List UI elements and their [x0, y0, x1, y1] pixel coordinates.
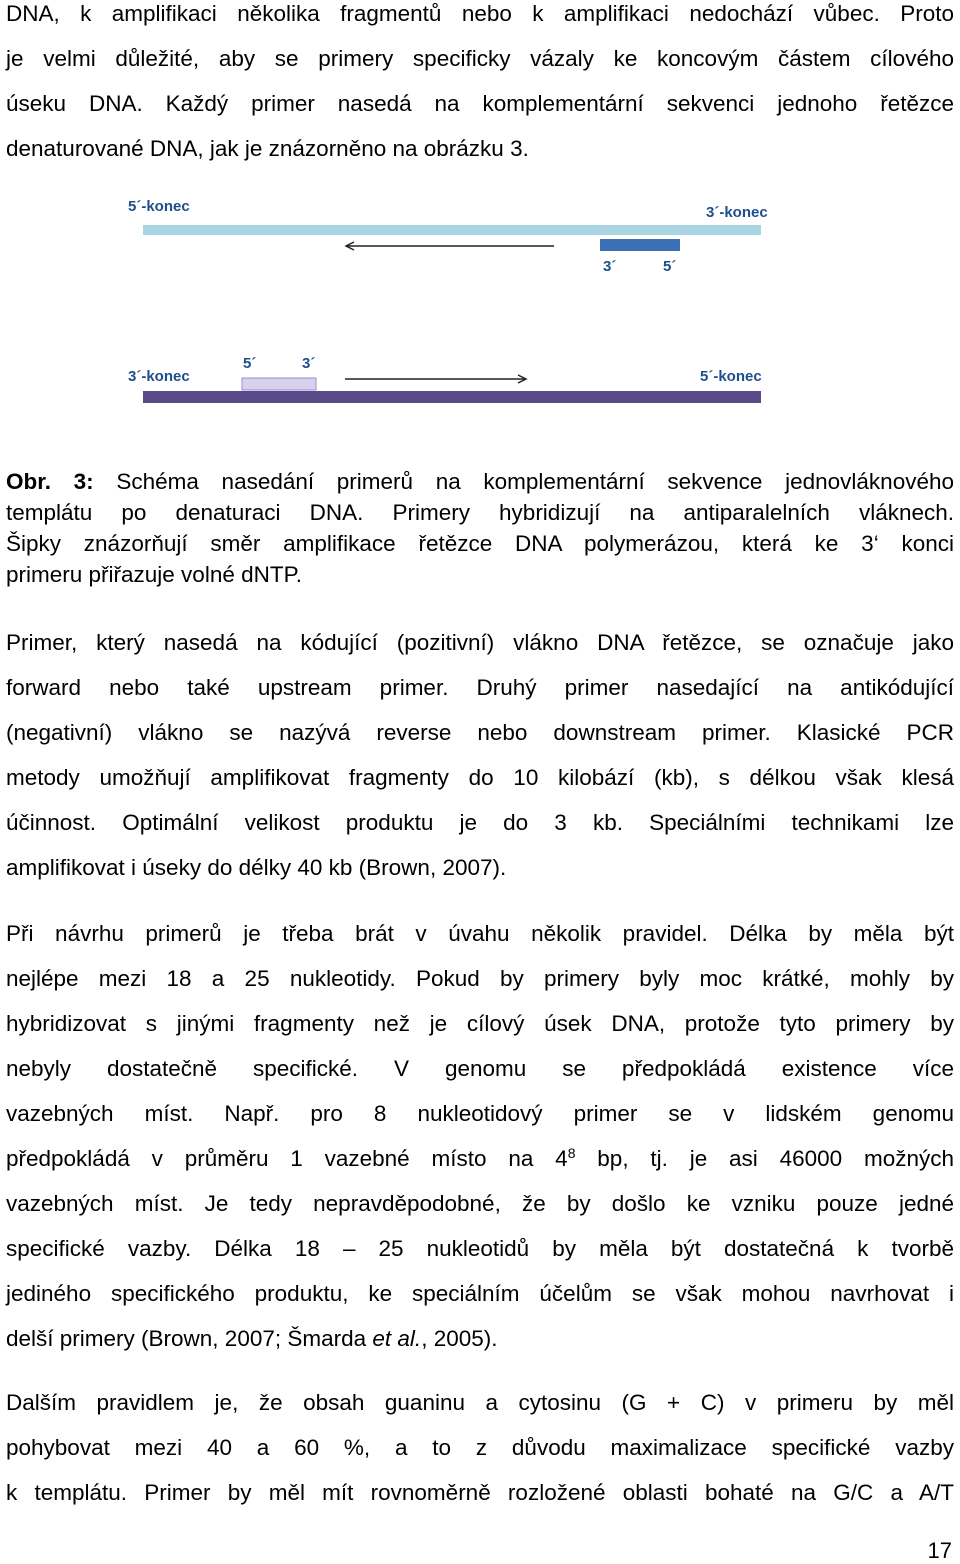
text-line: je velmi důležité, aby se primery specificky vázaly ke koncovým částem cílového [6, 46, 954, 71]
text-segment: bp, tj. je asi 46000 možných [575, 1146, 954, 1171]
caption-text: Schéma nasedání primerů na komplementární sekvence jednovláknového [93, 469, 954, 494]
text-line: jediného specifického produktu, ke speciálním účelům se však mohou navrhovat i [6, 1281, 954, 1306]
text-line: amplifikovat i úseky do délky 40 kb (Brown, 2007). [6, 855, 507, 880]
text-segment: , 2005). [421, 1326, 498, 1351]
text-line: k templátu. Primer by měl mít rovnoměrně rozložené oblasti bohaté na G/C a A/T [6, 1480, 954, 1505]
text-line: metody umožňují amplifikovat fragmenty do 10 kilobází (kb), s délkou však klesá [6, 765, 954, 790]
page-number: 17 [927, 1538, 952, 1563]
text-segment: předpokládá v průměru 1 vazebné místo na 4 [6, 1146, 568, 1171]
text-line: vazebných míst. Je tedy nepravděpodobné, že by došlo ke vzniku pouze jedné [6, 1191, 954, 1216]
figure-caption [6, 468, 954, 592]
text-line: nebyly dostatečně specifické. V genomu se předpokládá existence více [6, 1056, 954, 1081]
top-primer [600, 239, 680, 251]
text-line: forward nebo také upstream primer. Druhý primer nasedající na antikódující [6, 675, 954, 700]
text-line: Dalším pravidlem je, že obsah guaninu a cytosinu (G + C) v primeru by měl [6, 1390, 954, 1415]
exponent: 8 [567, 1145, 576, 1161]
text-line: DNA, k amplifikaci několika fragmentů nebo k amplifikaci nedochází vůbec. Proto [6, 1, 954, 26]
text-line: (negativní) vlákno se nazývá reverse nebo downstream primer. Klasické PCR [6, 720, 954, 745]
text-line: denaturované DNA, jak je znázorněno na obrázku 3. [6, 136, 529, 161]
top-primer-label-left: 3´ [603, 258, 617, 275]
text-line: nejlépe mezi 18 a 25 nukleotidy. Pokud by primery byly moc krátké, mohly by [6, 966, 954, 991]
text-line [6, 1325, 954, 1370]
top-strand-right-label: 3´-konec [706, 204, 768, 221]
bottom-strand-left-label: 3´-konec [128, 368, 190, 385]
top-strand-left-label: 5´-konec [128, 198, 190, 215]
caption-line: templátu po denaturaci DNA. Primery hybridizují na antiparalelních vláknech. [6, 500, 954, 525]
caption-line: Šipky znázorňují směr amplifikace řetězce DNA polymerázou, která ke 3‘ konci [6, 531, 954, 556]
text-line [6, 1145, 954, 1190]
text-segment: delší primery (Brown, 2007; Šmarda [6, 1326, 373, 1351]
caption-line: primeru přiřazuje volné dNTP. [6, 562, 302, 587]
top-strand [143, 225, 761, 235]
bottom-primer-label-left: 5´ [243, 355, 257, 372]
top-primer-label-right: 5´ [663, 258, 677, 275]
bottom-strand [143, 391, 761, 403]
gc-content-paragraph [6, 1389, 954, 1524]
primer-annealing-figure [0, 185, 960, 425]
forward-primer-paragraph [6, 629, 954, 899]
text-line: pohybovat mezi 40 a 60 %, a to z důvodu maximalizace specifické vazby [6, 1435, 954, 1460]
bottom-primer [242, 378, 316, 390]
text-line: hybridizovat s jinými fragmenty než je cílový úsek DNA, protože tyto primery by [6, 1011, 954, 1036]
caption-label: Obr. 3: [6, 469, 94, 494]
caption-line [6, 468, 954, 499]
text-line: úseku DNA. Každý primer nasedá na komplementární sekvenci jednoho řetězce [6, 91, 954, 116]
text-line: vazebných míst. Např. pro 8 nukleotidový primer se v lidském genomu [6, 1101, 954, 1126]
text-line: účinnost. Optimální velikost produktu je do 3 kb. Speciálními technikami lze [6, 810, 954, 835]
bottom-primer-label-right: 3´ [302, 355, 316, 372]
text-line: Primer, který nasedá na kódující (pozitivní) vlákno DNA řetězce, se označuje jako [6, 630, 954, 655]
text-italic: et al. [372, 1326, 422, 1351]
text-line: specifické vazby. Délka 18 – 25 nukleotidů by měla být dostatečná k tvorbě [6, 1236, 954, 1261]
bottom-strand-right-label: 5´-konec [700, 368, 762, 385]
text-line: Při návrhu primerů je třeba brát v úvahu několik pravidel. Délka by měla být [6, 921, 954, 946]
intro-paragraph [6, 0, 954, 180]
primer-design-paragraph [6, 920, 954, 1370]
